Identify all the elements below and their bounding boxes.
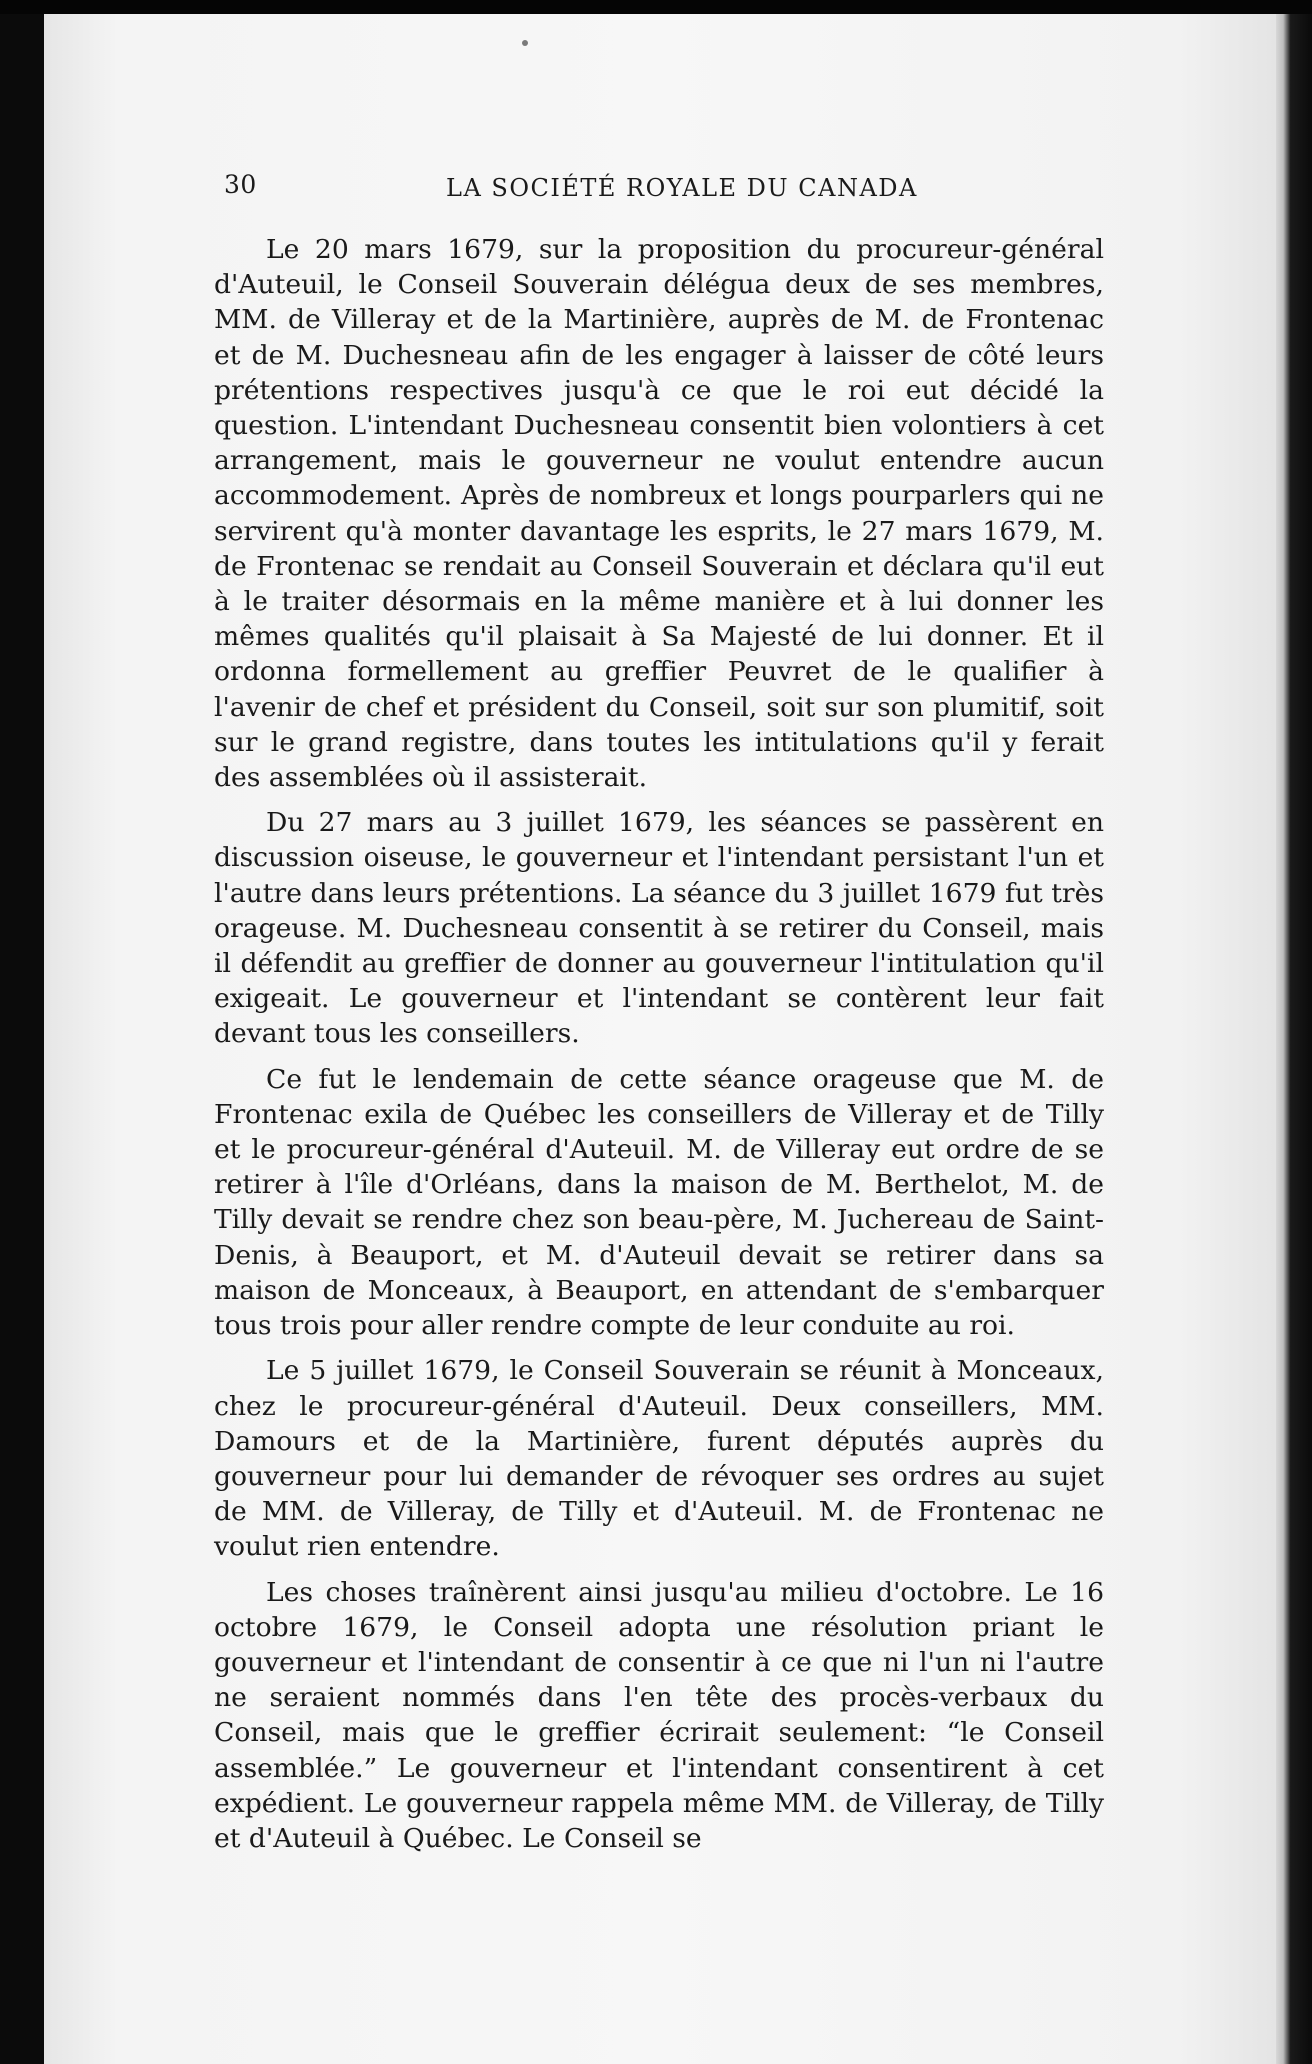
scan-top-border <box>0 0 1312 14</box>
paragraph-4: Le 5 juillet 1679, le Conseil Souverain se réunit à Monceaux, chez le procureur-général d'Auteuil. Deux conseillers, MM. Damours et de la Martinière, furent députés auprès du gouverneur pour lui demander de révoquer ses ordres au sujet de MM. de Villeray, de Tilly et d'Auteuil. M. de Frontenac ne voulut rien entendre. <box>214 1355 1104 1563</box>
running-title: LA SOCIÉTÉ ROYALE DU CANADA <box>446 174 918 202</box>
paragraph-3: Ce fut le lendemain de cette séance orageuse que M. de Frontenac exila de Québec les conseillers de Villeray et de Tilly et le procureur-général d'Auteuil. M. de Villeray eut ordre de se retirer à l'île d'Orléans, dans la maison de M. Berthelot, M. de Tilly devait se rendre chez son beau-père, M. Juchereau de Saint-Denis, à Beauport, et M. d'Auteuil devait se retirer dans sa maison de Monceaux, à Beauport, en attendant de s'embarquer tous trois pour aller rendre compte de leur conduite au roi. <box>214 1063 1104 1342</box>
page-binding-edge <box>1276 14 1312 2064</box>
page-number: 30 <box>224 170 257 199</box>
body-text <box>214 232 1104 1866</box>
running-header <box>224 170 918 210</box>
paragraph-1: Le 20 mars 1679, sur la proposition du procureur-général d'Auteuil, le Conseil Souverain délégua deux de ses membres, MM. de Villeray et de la Martinière, auprès de M. de Frontenac et de M. Duchesneau afin de les engager à laisser de côté leurs prétentions respectives jusqu'à ce que le roi eut décidé la question. L'intendant Duchesneau consentit bien volontiers à cet arrangement, mais le gouverneur ne voulut entendre aucun accommodement. Après de nombreux et longs pourparlers qui ne servirent qu'à monter davantage les esprits, le 27 mars 1679, M. de Frontenac se rendait au Conseil Souverain et déclara qu'il eut à le traiter désormais en la même manière et à lui donner les mêmes qualités qu'il plaisait à Sa Majesté de lui donner. Et il ordonna formellement au greffier Peuvret de le qualifier à l'avenir de chef et président du Conseil, soit sur son plumitif, soit sur le grand registre, dans toutes les intitulations qu'il y ferait des assemblées où il assisterait. <box>214 234 1104 794</box>
scan-speck <box>522 40 528 46</box>
paragraph-5: Les choses traînèrent ainsi jusqu'au milieu d'octobre. Le 16 octobre 1679, le Conseil adopta une résolution priant le gouverneur et l'intendant de consentir à ce que ni l'un ni l'autre ne seraient nommés dans l'en tête des procès-verbaux du Conseil, mais que le greffier écrirait seulement: “le Conseil assemblée.” Le gouverneur et l'intendant consentirent à cet expédient. Le gouverneur rappela même MM. de Villeray, de Tilly et d'Auteuil à Québec. Le Conseil se <box>214 1576 1104 1854</box>
paragraph-2: Du 27 mars au 3 juillet 1679, les séances se passèrent en discussion oiseuse, le gouverneur et l'intendant persistant l'un et l'autre dans leurs prétentions. La séance du 3 juillet 1679 fut très orageuse. M. Duchesneau consentit à se retirer du Conseil, mais il défendit au greffier de donner au gouverneur l'intitulation qu'il exigeait. Le gouverneur et l'intendant se contèrent leur fait devant tous les conseillers. <box>214 807 1104 1050</box>
